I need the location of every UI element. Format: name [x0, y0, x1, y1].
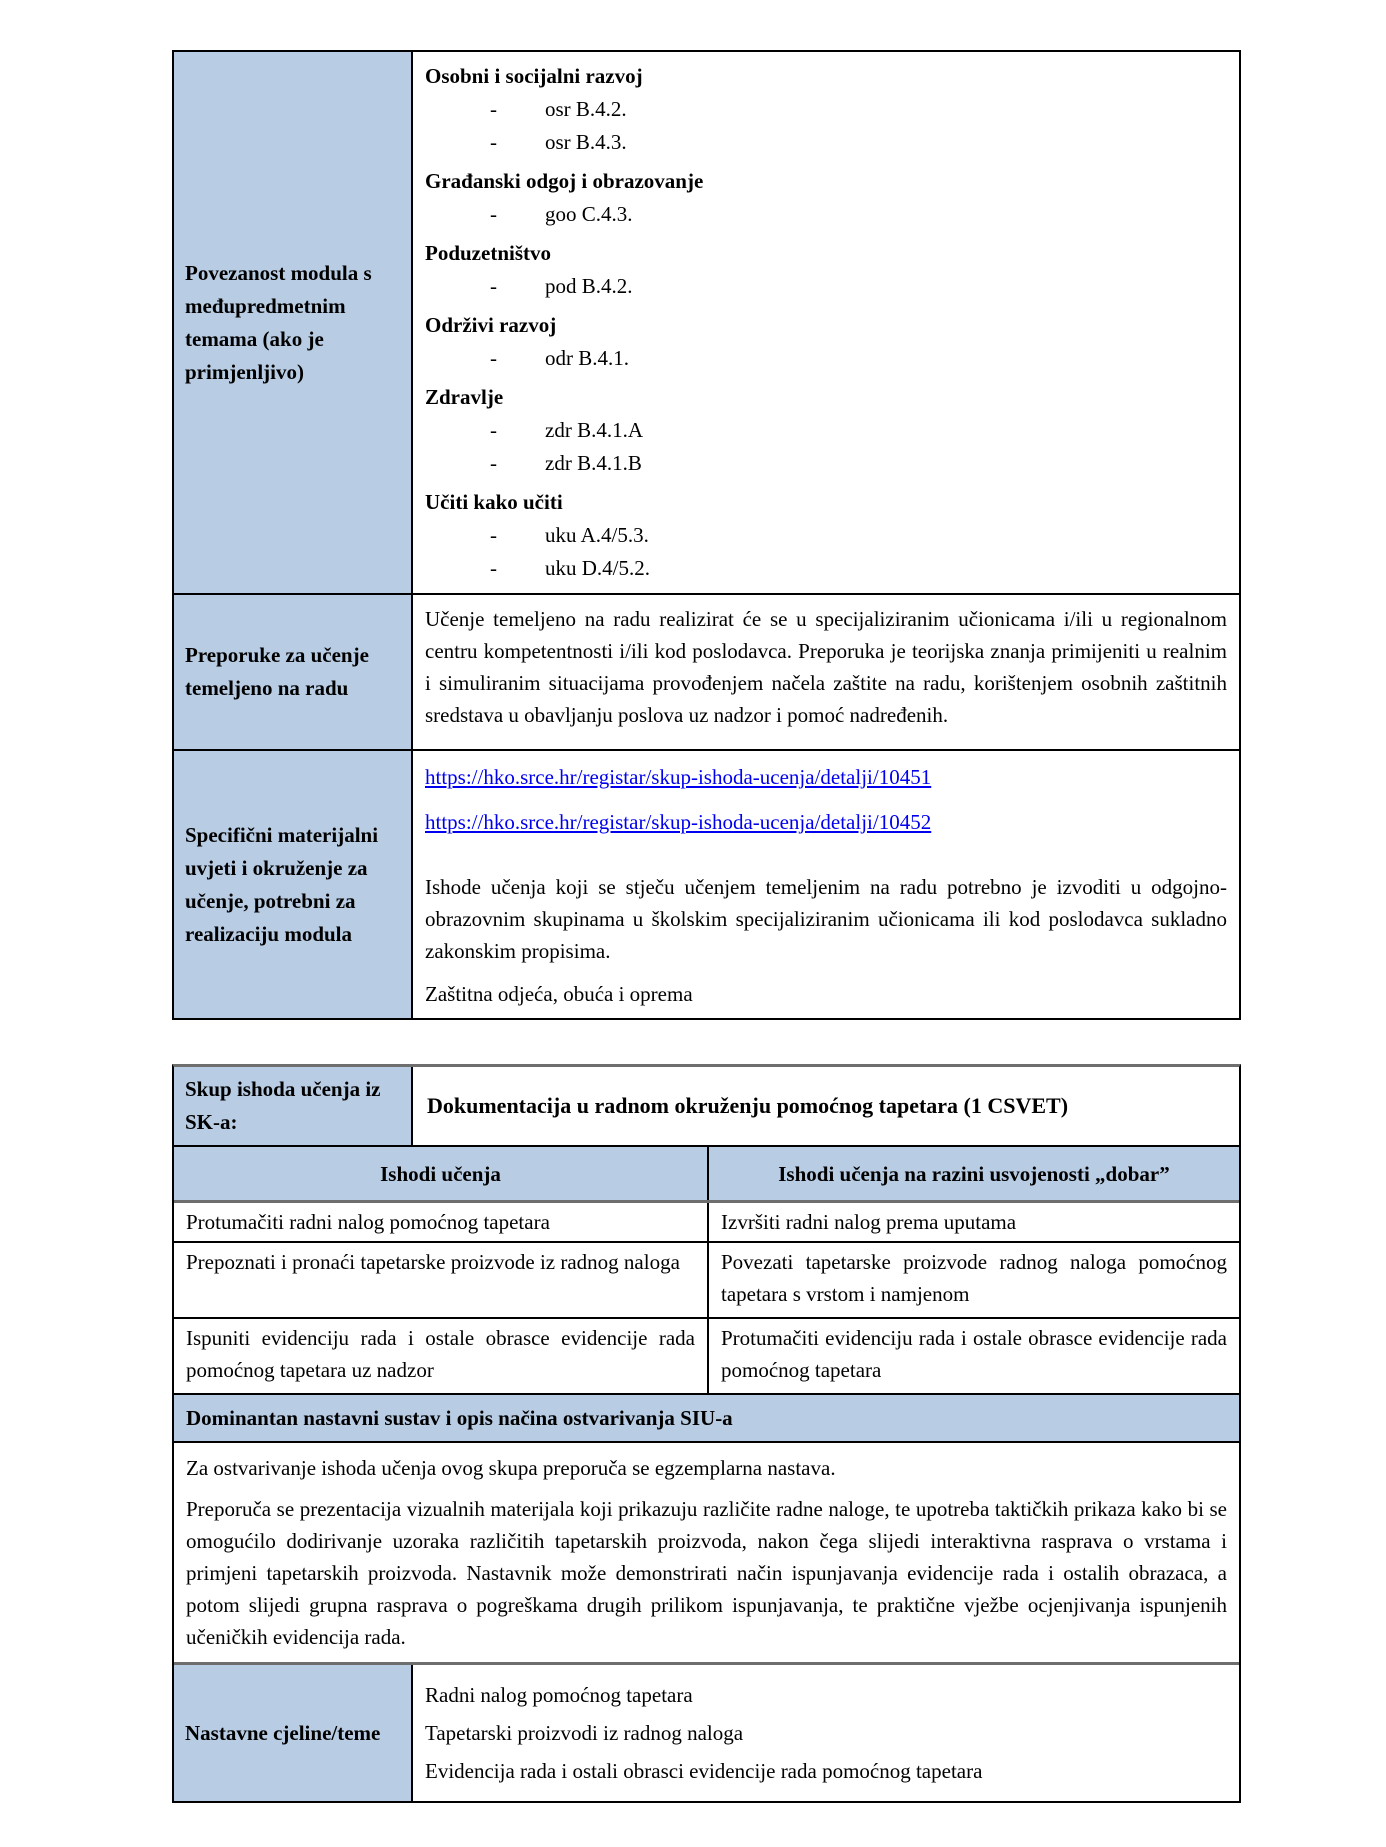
label-teaching-units [174, 1665, 413, 1801]
theme-item [490, 342, 1227, 375]
theme-item [490, 126, 1227, 159]
column-header-dobar-text: Ishodi učenja na razini usvojenosti „dobar” [778, 1161, 1170, 1186]
theme-item [490, 552, 1227, 585]
theme-item-text: goo C.4.3. [545, 202, 633, 226]
wbl-recommendations-content [413, 595, 1239, 749]
theme-heading: Poduzetništvo [425, 241, 551, 265]
row-teaching-units [174, 1662, 1239, 1801]
hko-link-10452[interactable]: https://hko.srce.hr/registar/skup-ishoda-ucenja/detalji/10452 [425, 810, 932, 834]
theme-item [490, 93, 1227, 126]
theme-item [490, 270, 1227, 303]
teaching-units-content [413, 1665, 1239, 1801]
teaching-unit: Tapetarski proizvodi iz radnog naloga [425, 1721, 744, 1745]
dash-bullet: - [490, 418, 497, 442]
outcome-dobar-text: Izvršiti radni nalog prema uputama [721, 1210, 1017, 1234]
outcome-dobar-cell [709, 1243, 1239, 1317]
row-outcome-set [174, 1067, 1239, 1145]
row-wbl-recommendations [174, 593, 1239, 749]
outcome-cell [174, 1319, 709, 1393]
module-info-table [172, 50, 1241, 1020]
column-header-outcomes-dobar [709, 1147, 1239, 1200]
theme-item-text: uku D.4/5.2. [545, 556, 650, 580]
theme-item-text: zdr B.4.1.B [545, 451, 642, 475]
material-conditions-content [413, 751, 1239, 1018]
theme-heading: Osobni i socijalni razvoj [425, 64, 643, 88]
outcome-cell [174, 1243, 709, 1317]
label-crosscurricular-text: Povezanost modula s međupredmetnim temama (ako je primjenljivo) [185, 260, 372, 384]
label-outcome-set-text: Skup ishoda učenja iz SK-a: [185, 1077, 381, 1134]
theme-heading: Građanski odgoj i obrazovanje [425, 169, 704, 193]
theme-heading: Održivi razvoj [425, 313, 557, 337]
outcome-row [174, 1200, 1239, 1241]
outcome-text: Protumačiti radni nalog pomoćnog tapetara [186, 1210, 550, 1234]
dash-bullet: - [490, 202, 497, 226]
outcome-text: Ispuniti evidenciju rada i ostale obrasce evidencije rada pomoćnog tapetara uz nadzor [186, 1326, 695, 1382]
theme-heading: Učiti kako učiti [425, 490, 563, 514]
theme-item-text: pod B.4.2. [545, 274, 633, 298]
teaching-unit: Radni nalog pomoćnog tapetara [425, 1683, 693, 1707]
outcome-cell [174, 1203, 709, 1241]
outcome-row [174, 1317, 1239, 1393]
dominant-system-header-text: Dominantan nastavni sustav i opis načina ostvarivanja SIU-a [186, 1406, 733, 1430]
dash-bullet: - [490, 556, 497, 580]
column-header-outcomes [174, 1147, 709, 1200]
outcome-dobar-cell [709, 1319, 1239, 1393]
theme-item-text: osr B.4.3. [545, 130, 627, 154]
learning-outcomes-table [172, 1064, 1241, 1803]
outcome-dobar-text: Povezati tapetarske proizvode radnog naloga pomoćnog tapetara s vrstom i namjenom [721, 1250, 1227, 1306]
dash-bullet: - [490, 451, 497, 475]
label-wbl-text: Preporuke za učenje temeljeno na radu [185, 643, 369, 700]
document-page [0, 50, 1386, 1847]
column-header-outcomes-text: Ishodi učenja [380, 1161, 501, 1186]
theme-item [490, 519, 1227, 552]
theme-item-text: zdr B.4.1.A [545, 418, 643, 442]
label-teaching-units-text: Nastavne cjeline/teme [185, 1720, 381, 1745]
row-material-conditions [174, 749, 1239, 1018]
label-material-conditions [174, 751, 413, 1018]
teaching-unit: Evidencija rada i ostali obrasci evidencije rada pomoćnog tapetara [425, 1759, 983, 1783]
label-material-text: Specifični materijalni uvjeti i okruženje za učenje, potrebni za realizaciju modula [185, 822, 379, 946]
row-dominant-system-header [174, 1393, 1239, 1441]
theme-item [490, 198, 1227, 231]
dash-bullet: - [490, 274, 497, 298]
wbl-paragraph: Učenje temeljeno na radu realizirat će se u specijaliziranim učionicama i/ili u regionalnom centru kompetentnosti i/ili kod poslodavca. Preporuka je teorijska znanja primijeniti u realnim i simuliranim situacijama provođenjem načela zaštite na radu, korištenjem osobnih zaštitnih sredstava u obavljanju poslova uz nadzor i pomoć nadređenih. [425, 607, 1227, 727]
theme-item-text: uku A.4/5.3. [545, 523, 649, 547]
theme-heading: Zdravlje [425, 385, 504, 409]
row-dominant-system-description [174, 1441, 1239, 1662]
outcome-text: Prepoznati i pronaći tapetarske proizvode iz radnog naloga [186, 1250, 680, 1274]
theme-item [490, 447, 1227, 480]
label-wbl-recommendations [174, 595, 413, 749]
outcome-set-title [413, 1067, 1239, 1145]
row-crosscurricular [174, 52, 1239, 593]
outcome-set-title-text: Dokumentacija u radnom okruženju pomoćnog tapetara (1 CSVET) [427, 1093, 1069, 1118]
crosscurricular-content [413, 52, 1239, 593]
row-outcome-headers [174, 1145, 1239, 1200]
label-outcome-set [174, 1067, 413, 1145]
outcome-dobar-cell [709, 1203, 1239, 1241]
dominant-paragraph: Preporuča se prezentacija vizualnih materijala koji prikazuju različite radne naloge, te upotreba taktičkih prikaza kako bi se omogućilo dodirivanje uzoraka različitih tapetarskih proizvoda, nakon čega slijedi interaktivna rasprava o vrstama i primjeni tapetarskih proizvoda. Nastavnik može demonstrirati način ispunjavanja evidencije rada i ostalih obrazaca, a potom slijedi grupna rasprava o pogreškama drugih prilikom ispunjavanja, te praktične vježbe ocjenjivanja ispunjenih učeničkih evidencija rada. [186, 1497, 1227, 1649]
dash-bullet: - [490, 130, 497, 154]
protective-equipment-note: Zaštitna odjeća, obuća i oprema [425, 982, 693, 1006]
dash-bullet: - [490, 97, 497, 121]
theme-item-text: odr B.4.1. [545, 346, 629, 370]
material-paragraph: Ishode učenja koji se stječu učenjem temeljenim na radu potrebno je izvoditi u odgojno-obrazovnim skupinama u školskim specijaliziranim učionicama ili kod poslodavca sukladno zakonskim propisima. [425, 875, 1227, 963]
outcome-row [174, 1241, 1239, 1317]
theme-item [490, 414, 1227, 447]
hko-link-10451[interactable]: https://hko.srce.hr/registar/skup-ishoda-ucenja/detalji/10451 [425, 765, 932, 789]
dash-bullet: - [490, 346, 497, 370]
theme-item-text: osr B.4.2. [545, 97, 627, 121]
label-crosscurricular [174, 52, 413, 593]
outcome-dobar-text: Protumačiti evidenciju rada i ostale obrasce evidencije rada pomoćnog tapetara [721, 1326, 1227, 1382]
dominant-paragraph: Za ostvarivanje ishoda učenja ovog skupa preporuča se egzemplarna nastava. [186, 1456, 836, 1480]
dash-bullet: - [490, 523, 497, 547]
